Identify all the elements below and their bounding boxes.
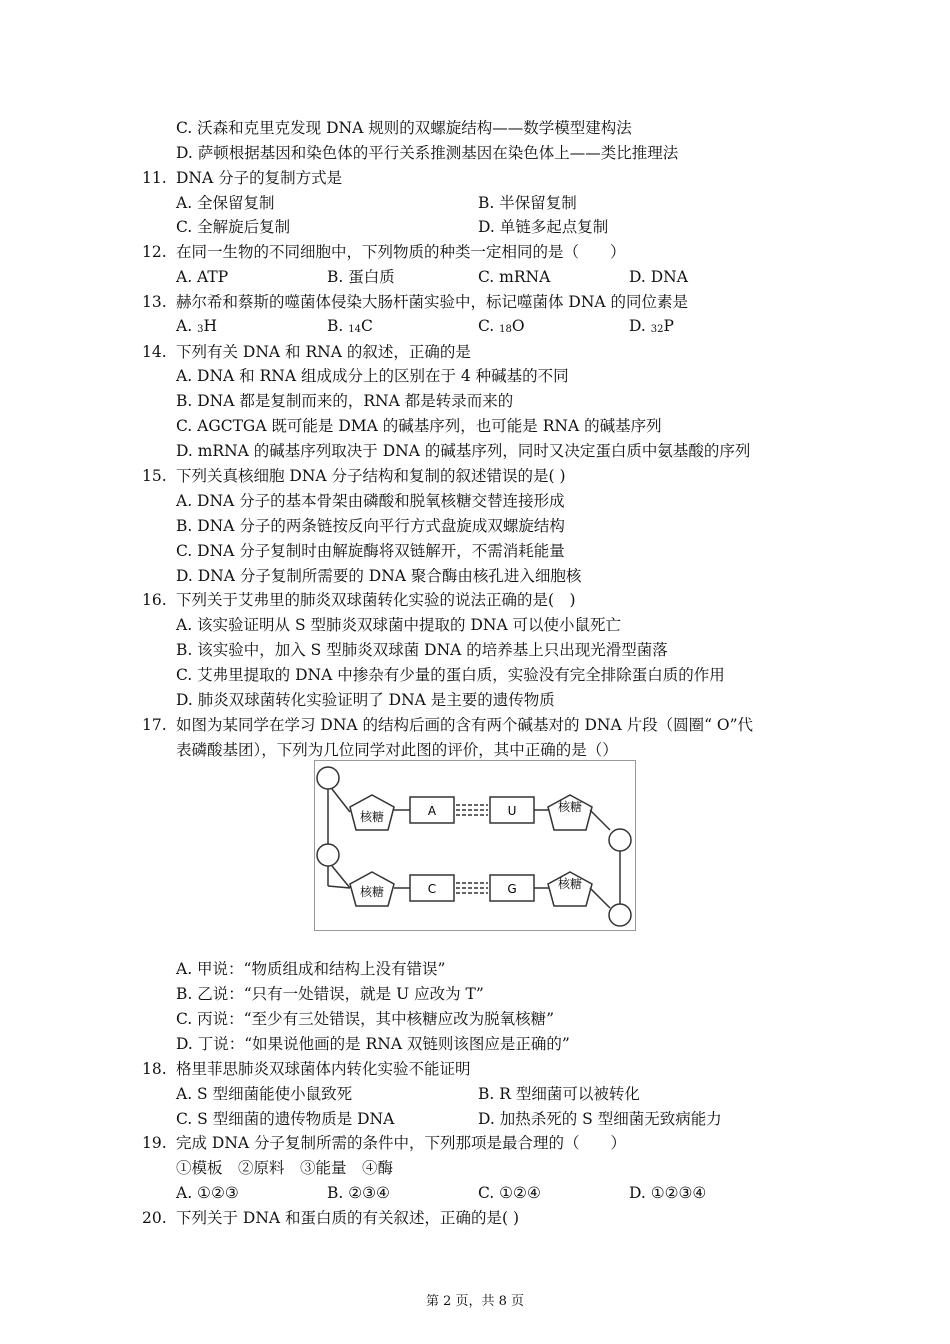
q10-option-c: C. 沃森和克里克发现 DNA 规则的双螺旋结构——数学模型建构法 — [176, 119, 632, 137]
base-label-g: G — [507, 882, 517, 896]
q16-number: 16. — [142, 591, 167, 609]
q15-stem: 下列关真核细胞 DNA 分子结构和复制的叙述错误的是( ) — [176, 467, 566, 485]
q13-option-c: C. $_{18}$O — [478, 317, 525, 335]
q17-option-a: A. 甲说：“物质组成和结构上没有错误” — [176, 960, 446, 978]
q17-number: 17. — [142, 716, 167, 734]
q18-number: 18. — [142, 1060, 167, 1078]
phosphate-circle — [609, 829, 631, 851]
sugar-label: 核糖 — [359, 810, 385, 824]
q17-stem-line1: 如图为某同学在学习 DNA 的结构后画的含有两个碱基对的 DNA 片段（圆圈“ O”代 — [176, 716, 754, 734]
q12-option-a: A. ATP — [176, 268, 229, 286]
q13-option-b: B. $_{14}$C — [327, 317, 373, 335]
q12-option-b: B. 蛋白质 — [327, 268, 395, 286]
q14-option-a: A. DNA 和 RNA 组成成分上的区别在于 4 种碱基的不同 — [176, 367, 569, 385]
q12-option-c: C. mRNA — [478, 268, 551, 286]
q10-option-d: D. 萨顿根据基因和染色体的平行关系推测基因在染色体上——类比推理法 — [176, 144, 679, 162]
q19-option-d: D. ①②③④ — [629, 1184, 707, 1202]
q14-stem: 下列有关 DNA 和 RNA 的叙述，正确的是 — [176, 343, 471, 361]
q19-items: ①模板 ②原料 ③能量 ④酶 — [176, 1159, 394, 1177]
q16-option-a: A. 该实验证明从 S 型肺炎双球菌中提取的 DNA 可以使小鼠死亡 — [176, 616, 622, 634]
q11-stem: DNA 分子的复制方式是 — [176, 169, 343, 187]
q18-stem: 格里菲思肺炎双球菌体内转化实验不能证明 — [176, 1060, 471, 1078]
q17-stem-line2: 表磷酸基团），下列为几位同学对此图的评价，其中正确的是（） — [176, 741, 618, 759]
phosphate-circle — [317, 844, 339, 866]
base-label-c: C — [427, 882, 437, 896]
base-label-u: U — [507, 804, 517, 818]
q17-option-d: D. 丁说：“如果说他画的是 RNA 双链则该图应是正确的” — [176, 1035, 570, 1053]
q15-option-c: C. DNA 分子复制时由解旋酶将双链解开，不需消耗能量 — [176, 542, 565, 560]
q20-number: 20. — [142, 1209, 167, 1227]
sugar-label: 核糖 — [359, 885, 385, 899]
q15-option-a: A. DNA 分子的基本骨架由磷酸和脱氧核糖交替连接形成 — [176, 492, 565, 510]
sugar-label: 核糖 — [557, 800, 583, 814]
q12-option-d: D. DNA — [629, 268, 688, 286]
q12-stem: 在同一生物的不同细胞中，下列物质的种类一定相同的是（ ） — [176, 243, 626, 261]
q18-option-d: D. 加热杀死的 S 型细菌无致病能力 — [478, 1110, 722, 1128]
q16-option-c: C. 艾弗里提取的 DNA 中掺杂有少量的蛋白质，实验没有完全排除蛋白质的作用 — [176, 666, 725, 684]
q15-number: 15. — [142, 467, 167, 485]
q17-option-c: C. 丙说：“至少有三处错误，其中核糖应改为脱氧核糖” — [176, 1010, 555, 1028]
q11-option-d: D. 单链多起点复制 — [478, 218, 609, 236]
q11-option-a: A. 全保留复制 — [176, 194, 275, 212]
phosphate-circle — [317, 767, 339, 789]
q18-option-a: A. S 型细菌能使小鼠致死 — [176, 1085, 353, 1103]
q17-option-b: B. 乙说：“只有一处错误，就是 U 应改为 T” — [176, 985, 484, 1003]
q12-number: 12. — [142, 243, 167, 261]
q16-option-b: B. 该实验中，加入 S 型肺炎双球菌 DNA 的培养基上只出现光滑型菌落 — [176, 641, 668, 659]
dna-fragment-diagram — [314, 760, 636, 931]
q11-option-c: C. 全解旋后复制 — [176, 218, 291, 236]
q19-stem: 完成 DNA 分子复制所需的条件中，下列那项是最合理的（ ） — [176, 1134, 627, 1152]
q14-option-b: B. DNA 都是复制而来的，RNA 都是转录而来的 — [176, 392, 514, 410]
q14-option-d: D. mRNA 的碱基序列取决于 DNA 的碱基序列，同时又决定蛋白质中氨基酸的序列 — [176, 442, 751, 460]
q19-number: 19. — [142, 1134, 167, 1152]
q13-option-a: A. $_3$H — [176, 317, 217, 335]
q11-number: 11. — [142, 169, 167, 187]
sugar-label: 核糖 — [557, 877, 583, 891]
q14-number: 14. — [142, 343, 167, 361]
base-label-a: A — [427, 804, 437, 818]
q19-option-a: A. ①②③ — [176, 1184, 239, 1202]
phosphate-circle — [609, 904, 631, 926]
q14-option-c: C. AGCTGA 既可能是 DMA 的碱基序列，也可能是 RNA 的碱基序列 — [176, 417, 662, 435]
q13-option-d: D. $_{32}$P — [629, 317, 674, 335]
q20-stem: 下列关于 DNA 和蛋白质的有关叙述，正确的是( ) — [176, 1209, 520, 1227]
q15-option-d: D. DNA 分子复制所需要的 DNA 聚合酶由核孔进入细胞核 — [176, 567, 582, 585]
q13-stem: 赫尔希和蔡斯的噬菌体侵染大肠杆菌实验中，标记噬菌体 DNA 的同位素是 — [176, 293, 689, 311]
q15-option-b: B. DNA 分子的两条链按反向平行方式盘旋成双螺旋结构 — [176, 517, 565, 535]
q13-number: 13. — [142, 293, 167, 311]
q16-option-d: D. 肺炎双球菌转化实验证明了 DNA 是主要的遗传物质 — [176, 691, 555, 709]
q19-option-c: C. ①②④ — [478, 1184, 541, 1202]
q19-option-b: B. ②③④ — [327, 1184, 390, 1202]
q18-option-b: B. R 型细菌可以被转化 — [478, 1085, 640, 1103]
q16-stem: 下列关于艾弗里的肺炎双球菌转化实验的说法正确的是( ) — [176, 591, 576, 609]
q11-option-b: B. 半保留复制 — [478, 194, 577, 212]
q18-option-c: C. S 型细菌的遗传物质是 DNA — [176, 1110, 395, 1128]
page-footer: 第 2 页，共 8 页 — [425, 1294, 525, 1309]
